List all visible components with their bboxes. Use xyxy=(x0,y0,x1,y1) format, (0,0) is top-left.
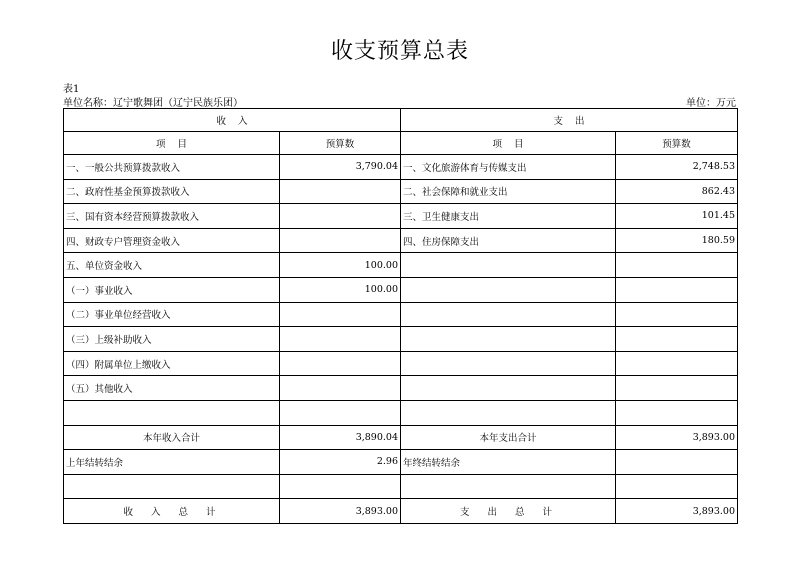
year-expense-value: 3,893.00 xyxy=(616,425,738,450)
empty-cell xyxy=(616,474,738,499)
income-budget-header: 预算数 xyxy=(280,132,401,155)
expense-value: 101.45 xyxy=(616,204,738,229)
expense-total-label: 支 出 总 计 xyxy=(401,499,616,524)
table-row xyxy=(64,400,738,425)
income-value xyxy=(280,302,401,327)
budget-table xyxy=(63,108,738,524)
income-item-header: 项 目 xyxy=(64,132,280,155)
income-item: 五、单位资金收入 xyxy=(64,253,280,278)
expense-header: 支 出 xyxy=(401,109,738,132)
table-row xyxy=(64,155,738,180)
income-header: 收 入 xyxy=(64,109,401,132)
income-value: 100.00 xyxy=(280,253,401,278)
income-value xyxy=(280,351,401,376)
expense-value xyxy=(616,277,738,302)
year-expense-label: 本年支出合计 xyxy=(401,425,616,450)
unit-label: 单位：万元 xyxy=(686,98,736,109)
year-income-value: 3,890.04 xyxy=(280,425,401,450)
expense-total-value: 3,893.00 xyxy=(616,499,738,524)
income-item: 一、一般公共预算拨款收入 xyxy=(64,155,280,180)
empty-cell xyxy=(280,474,401,499)
income-item: （四）附属单位上缴收入 xyxy=(64,351,280,376)
expense-item xyxy=(401,351,616,376)
expense-item xyxy=(401,376,616,401)
income-value: 3,790.04 xyxy=(280,155,401,180)
table-row xyxy=(64,204,738,229)
table-row xyxy=(64,351,738,376)
expense-value: 862.43 xyxy=(616,179,738,204)
expense-item xyxy=(401,253,616,278)
expense-item: 四、住房保障支出 xyxy=(401,228,616,253)
table-number: 表1 xyxy=(63,84,80,95)
income-item: （三）上级补助收入 xyxy=(64,327,280,352)
empty-cell xyxy=(401,474,616,499)
expense-item: 三、卫生健康支出 xyxy=(401,204,616,229)
table-row xyxy=(64,253,738,278)
expense-value: 2,748.53 xyxy=(616,155,738,180)
expense-value: 180.59 xyxy=(616,228,738,253)
unit-name: 单位名称：辽宁歌舞团（辽宁民族乐团） xyxy=(63,98,243,109)
carry-out-label: 年终结转结余 xyxy=(401,450,616,475)
income-value xyxy=(280,204,401,229)
expense-value xyxy=(616,400,738,425)
expense-item xyxy=(401,302,616,327)
expense-value xyxy=(616,351,738,376)
column-header-row xyxy=(64,132,738,155)
income-value xyxy=(280,400,401,425)
table-row xyxy=(64,327,738,352)
year-income-label: 本年收入合计 xyxy=(64,425,280,450)
expense-value xyxy=(616,376,738,401)
carry-out-value xyxy=(616,450,738,475)
table-row xyxy=(64,474,738,499)
table-row xyxy=(64,179,738,204)
page-title: 收支预算总表 xyxy=(330,39,469,64)
expense-item-header: 项 目 xyxy=(401,132,616,155)
expense-item xyxy=(401,327,616,352)
income-value xyxy=(280,228,401,253)
year-total-row xyxy=(64,425,738,450)
carry-in-value: 2.96 xyxy=(280,450,401,475)
expense-value xyxy=(616,302,738,327)
expense-budget-header: 预算数 xyxy=(616,132,738,155)
income-item: （五）其他收入 xyxy=(64,376,280,401)
income-item: （二）事业单位经营收入 xyxy=(64,302,280,327)
income-item: 二、政府性基金预算拨款收入 xyxy=(64,179,280,204)
income-item xyxy=(64,400,280,425)
expense-value xyxy=(616,327,738,352)
expense-item: 一、文化旅游体育与传媒支出 xyxy=(401,155,616,180)
table-row xyxy=(64,302,738,327)
income-value xyxy=(280,376,401,401)
grand-total-row xyxy=(64,499,738,524)
income-total-value: 3,893.00 xyxy=(280,499,401,524)
section-header-row xyxy=(64,109,738,132)
expense-value xyxy=(616,253,738,278)
expense-item: 二、社会保障和就业支出 xyxy=(401,179,616,204)
expense-item xyxy=(401,277,616,302)
table-row xyxy=(64,376,738,401)
income-value xyxy=(280,179,401,204)
income-item: 三、国有资本经营预算拨款收入 xyxy=(64,204,280,229)
income-value: 100.00 xyxy=(280,277,401,302)
table-row xyxy=(64,228,738,253)
empty-cell xyxy=(64,474,280,499)
carry-in-label: 上年结转结余 xyxy=(64,450,280,475)
income-item: （一）事业收入 xyxy=(64,277,280,302)
carry-over-row xyxy=(64,450,738,475)
expense-item xyxy=(401,400,616,425)
income-total-label: 收 入 总 计 xyxy=(64,499,280,524)
income-item: 四、财政专户管理资金收入 xyxy=(64,228,280,253)
income-value xyxy=(280,327,401,352)
table-row xyxy=(64,277,738,302)
